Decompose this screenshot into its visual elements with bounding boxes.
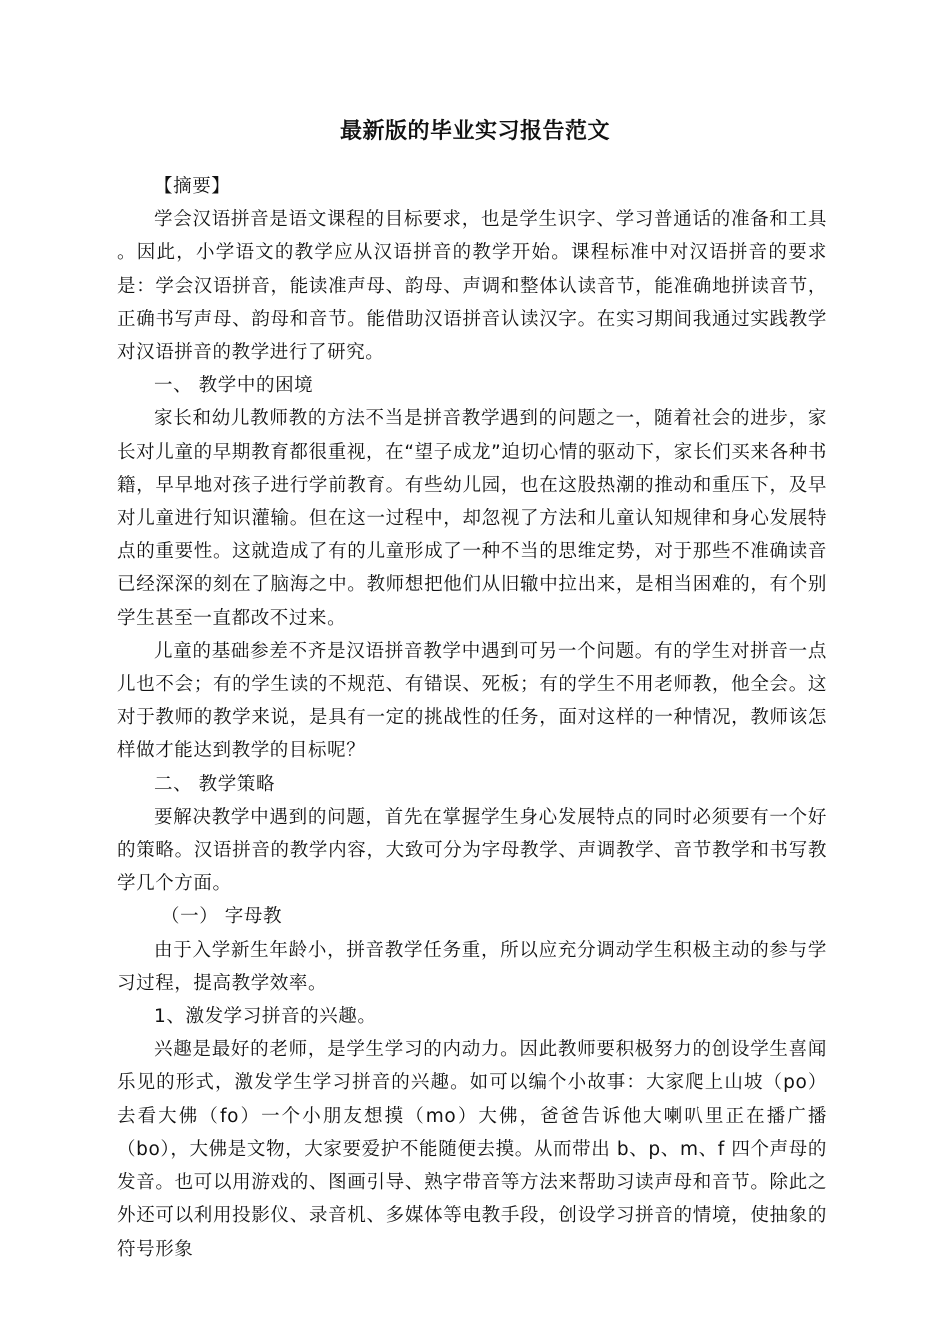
subsection-heading-letters: （一） 字母教 [161, 906, 283, 928]
document-title: 最新版的毕业实习报告范文 [339, 119, 610, 144]
section-heading-strategy: 二、 教学策略 [154, 773, 276, 795]
abstract-heading: 【摘要】 [154, 176, 231, 197]
body-paragraph: 兴趣是最好的老师，是学生学习的内动力。因此教师要积极努力的创设学生喜闻乐见的形式，激发学生学习拼音的兴趣。如可以编个小故事：大家爬上山坡（po）去看大佛（fo）一个小朋友想摸（mo）大佛，爸爸告诉他大喇叭里正在播广播（bo），大佛是文物，大家要爱护不能随便去摸。从而带出 b、p、m、f 四个声母的发音。也可以用游戏的、图画引导、熟字带音等方法来帮助习读声母和音节。除此之外还可以利用投影仪、录音机、多媒体等电教手段，创设学习拼音的情境，使抽象的符号形象 [117, 1039, 827, 1260]
body-paragraph: 由于入学新生年龄小，拼音教学任务重，所以应充分调动学生积极主动的参与学习过程，提高教学效率。 [117, 939, 827, 994]
body-paragraph: 要解决教学中遇到的问题，首先在掌握学生身心发展特点的同时必须要有一个好的策略。汉语拼音的教学内容，大致可分为字母教学、声调教学、音节教学和书写教学几个方面。 [117, 806, 827, 895]
body-paragraph: 儿童的基础参差不齐是汉语拼音教学中遇到可另一个问题。有的学生对拼音一点儿也不会；有的学生读的不规范、有错误、死板；有的学生不用老师教，他全会。这对于教师的教学来说，是具有一定的挑战性的任务，面对这样的一种情况，教师该怎样做才能达到教学的目标呢？ [117, 640, 827, 762]
abstract-paragraph: 学会汉语拼音是语文课程的目标要求，也是学生识字、学习普通话的准备和工具 。因此，小学语文的教学应从汉语拼音的教学开始。课程标准中对汉语拼音的要求是：学会汉语拼音，能读准声母、韵母、声调和整体认读音节，能准确地拼读音节，正确书写声母、韵母和音节。能借助汉语拼音认读汉字。在实习期间我通过实践教学对汉语拼音的教学进行了研究。 [117, 209, 827, 364]
section-heading-difficulties: 一、 教学中的困境 [154, 375, 314, 397]
numbered-heading-interest: 1、激发学习拼音的兴趣。 [154, 1006, 377, 1028]
body-paragraph: 家长和幼儿教师教的方法不当是拼音教学遇到的问题之一，随着社会的进步，家长对儿童的早期教育都很重视，在“望子成龙”迫切心情的驱动下，家长们买来各种书籍，早早地对孩子进行学前教育。有些幼儿园，也在这股热潮的推动和重压下，及早对儿童进行知识灌输。但在这一过程中，却忽视了方法和儿童认知规律和身心发展特点的重要性。这就造成了有的儿童形成了一种不当的思维定势，对于那些不准确读音已经深深的刻在了脑海之中。教师想把他们从旧辙中拉出来，是相当困难的，有个别学生甚至一直都改不过来。 [117, 408, 827, 629]
document-body [117, 170, 827, 1266]
